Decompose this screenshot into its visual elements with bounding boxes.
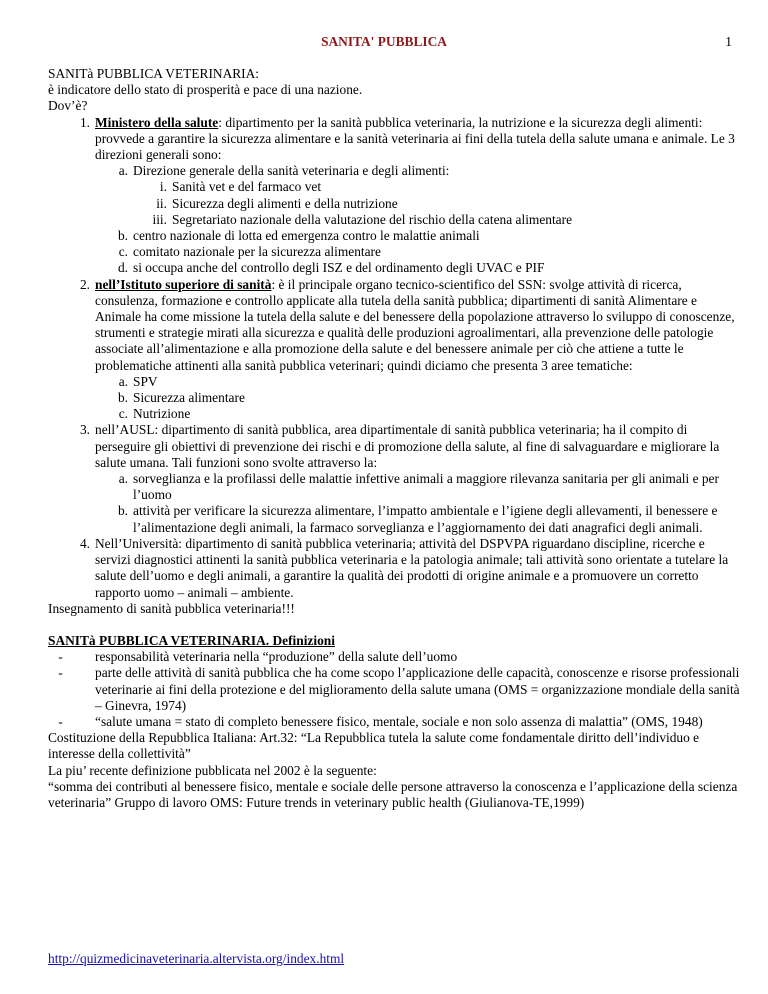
list-marker: c. — [118, 244, 128, 260]
sub-sub-list-item-text: Segretariato nazionale della valutazione del rischio della catena alimentare — [172, 211, 573, 227]
list-marker: a. — [118, 471, 128, 487]
list-marker: i. — [159, 179, 167, 195]
definition-bullet — [48, 665, 740, 714]
list-item-text: : dipartimento per la sanità pubblica veterinaria, la nutrizione e la sicurezza degli alimenti: provvede a garantire la sicurezza alimentare e la sanità veterinaria ai fini della tutela della salute umana e animale. Le 3 direzioni generali sono: — [95, 114, 735, 163]
definition-bullet-text: “salute umana = stato di completo benessere fisico, mentale, sociale e non solo assenza di malattia” (OMS, 1948) — [95, 713, 703, 729]
sub-list-item-text: attività per verificare la sicurezza alimentare, l’impatto ambientale e l’igiene degli allevamenti, il benessere e l’alimentazione degli animali, la farmaco sorveglianza e l’aggiornamento dei dati anagrafici degli animali. — [133, 503, 718, 535]
footer-link[interactable]: http://quizmedicinaveterinaria.altervista.org/index.html — [48, 951, 345, 966]
sub-sub-list-item — [48, 179, 740, 195]
sub-list-item-text: comitato nazionale per la sicurezza alimentare — [133, 244, 381, 260]
sub-list-item — [48, 374, 740, 390]
dash-marker: - — [58, 713, 63, 729]
sub-list-item-text: centro nazionale di lotta ed emergenza contro le malattie animali — [133, 228, 480, 244]
definition-bullet — [48, 649, 740, 665]
list-marker: a. — [118, 373, 128, 389]
closing-line: Insegnamento di sanità pubblica veterinaria!!! — [48, 600, 295, 616]
constitution-paragraph: Costituzione della Repubblica Italiana: Art.32: “La Repubblica tutela la salute come fondamentale diritto dell’individuo e interesse della collettività” — [48, 730, 700, 762]
document-body — [48, 66, 740, 811]
sub-list-item — [48, 406, 740, 422]
sub-list-item — [48, 163, 740, 179]
sub-list-item — [48, 471, 740, 503]
definition-bullet-text: parte delle attività di sanità pubblica che ha come scopo l’applicazione delle capacità, conoscenze e risorse professionali veterinarie ai fini della protezione e del miglioramento della salute umana (OMS = organizzazione mondiale della sanità – Ginevra, 1974) — [95, 665, 740, 713]
sub-list-item — [48, 228, 740, 244]
section-heading: SANITà PUBBLICA VETERINARIA. Definizioni — [48, 632, 335, 648]
list-item-text: nell’AUSL: dipartimento di sanità pubblica, area dipartimentale di sanità pubblica veterinaria; ha il compito di perseguire gli obiettivi di prevenzione dei rischi e di promozione della salute, al fine di salvaguardare e migliorare la salute umana. Tali funzioni sono svolte attraverso la: — [95, 422, 720, 470]
page-header-title: SANITA' PUBBLICA — [321, 34, 447, 49]
definition-bullet-text: responsabilità veterinaria nella “produzione” della salute dell’uomo — [95, 649, 458, 665]
list-marker: iii. — [152, 211, 167, 227]
sub-list-item — [48, 260, 740, 276]
sub-list-item — [48, 244, 740, 260]
sub-sub-list-item — [48, 196, 740, 212]
intro-title: SANITà PUBBLICA VETERINARIA: — [48, 66, 260, 81]
list-marker: 3. — [79, 422, 90, 438]
sub-sub-list-item-text: Sanità vet e del farmaco vet — [172, 179, 322, 195]
sub-list-item — [48, 503, 740, 535]
list-item-lead: Ministero della salute — [95, 114, 219, 130]
definition-bullet — [48, 714, 740, 730]
list-marker: 1. — [79, 114, 90, 130]
list-item — [48, 115, 740, 164]
page-number: 1 — [725, 34, 732, 49]
recent-definition-intro: La piu’ recente definizione pubblicata nel 2002 è la seguente: — [48, 762, 377, 778]
recent-definition-text: “somma dei contributi al benessere fisico, mentale e sociale delle persone attraverso la conoscenza e l’applicazione della scienza veterinaria” Gruppo di lavoro OMS: Future trends in veterinary public health (Giulianova-TE,1999) — [48, 778, 738, 810]
list-item — [48, 536, 740, 601]
list-marker: 2. — [79, 276, 90, 292]
sub-list-item-text: Nutrizione — [133, 406, 191, 422]
intro-line: è indicatore dello stato di prosperità e pace di una nazione. — [48, 82, 363, 98]
list-marker: c. — [118, 406, 128, 422]
dash-marker: - — [58, 665, 63, 681]
list-marker: b. — [117, 228, 128, 244]
numbered-list — [48, 115, 740, 601]
list-marker: a. — [118, 163, 128, 179]
sub-sub-list-item-text: Sicurezza degli alimenti e della nutrizione — [172, 195, 398, 211]
definitions-list — [48, 649, 740, 730]
sub-list-item-text: Direzione generale della sanità veterinaria e degli alimenti: — [133, 163, 450, 179]
list-marker: d. — [117, 260, 128, 276]
list-item — [48, 277, 740, 374]
intro-question: Dov’è? — [48, 98, 88, 114]
list-item-text: : è il principale organo tecnico-scientifico del SSN: svolge attività di ricerca, consulenza, formazione e controllo applicate alla tutela della sanità pubblica; dipartimenti di sanità Alimentare e Animale ha come missione la tutela della salute e del benessere della popolazione attraverso lo sviluppo di conoscenze, strumenti e strategie mirati alla sicurezza e qualità delle produzioni agroalimentari, alla prevenzione delle patologie associate all’alimentazione e alla promozione della salute e del benessere animale per ciò che attiene a tutte le problematiche attinenti alla sanità pubblica veterinari; quindi diciamo che presenta 3 aree tematiche: — [95, 276, 735, 373]
list-item-text: Nell’Università: dipartimento di sanità pubblica veterinaria; attività del DSPVPA riguardano discipline, ricerche e servizi diagnostici attinenti la sanità pubblica veterinaria e la patologia animale; tali attività sono orientate a tutelare la salute dell’uomo e degli animali, a garantire la qualità dei prodotti di origine animale e a promuovere un corretto rapporto uomo – animali – ambiente. — [95, 535, 729, 600]
sub-list-item-text: sorveglianza e la profilassi delle malattie infettive animali a maggiore rilevanza sanitaria per gli animali e per l’uomo — [133, 471, 719, 503]
list-marker: b. — [117, 390, 128, 406]
list-marker: ii. — [156, 195, 167, 211]
dash-marker: - — [58, 649, 63, 665]
sub-list-item-text: SPV — [133, 373, 158, 389]
list-item-lead: nell’Istituto superiore di sanità — [95, 276, 272, 292]
sub-list-item-text: si occupa anche del controllo degli ISZ e del ordinamento degli UVAC e PIF — [133, 260, 545, 276]
sub-list-item — [48, 390, 740, 406]
sub-sub-list-item — [48, 212, 740, 228]
sub-list-item-text: Sicurezza alimentare — [133, 390, 245, 406]
list-marker: 4. — [79, 535, 90, 551]
list-item — [48, 422, 740, 471]
list-marker: b. — [117, 503, 128, 519]
